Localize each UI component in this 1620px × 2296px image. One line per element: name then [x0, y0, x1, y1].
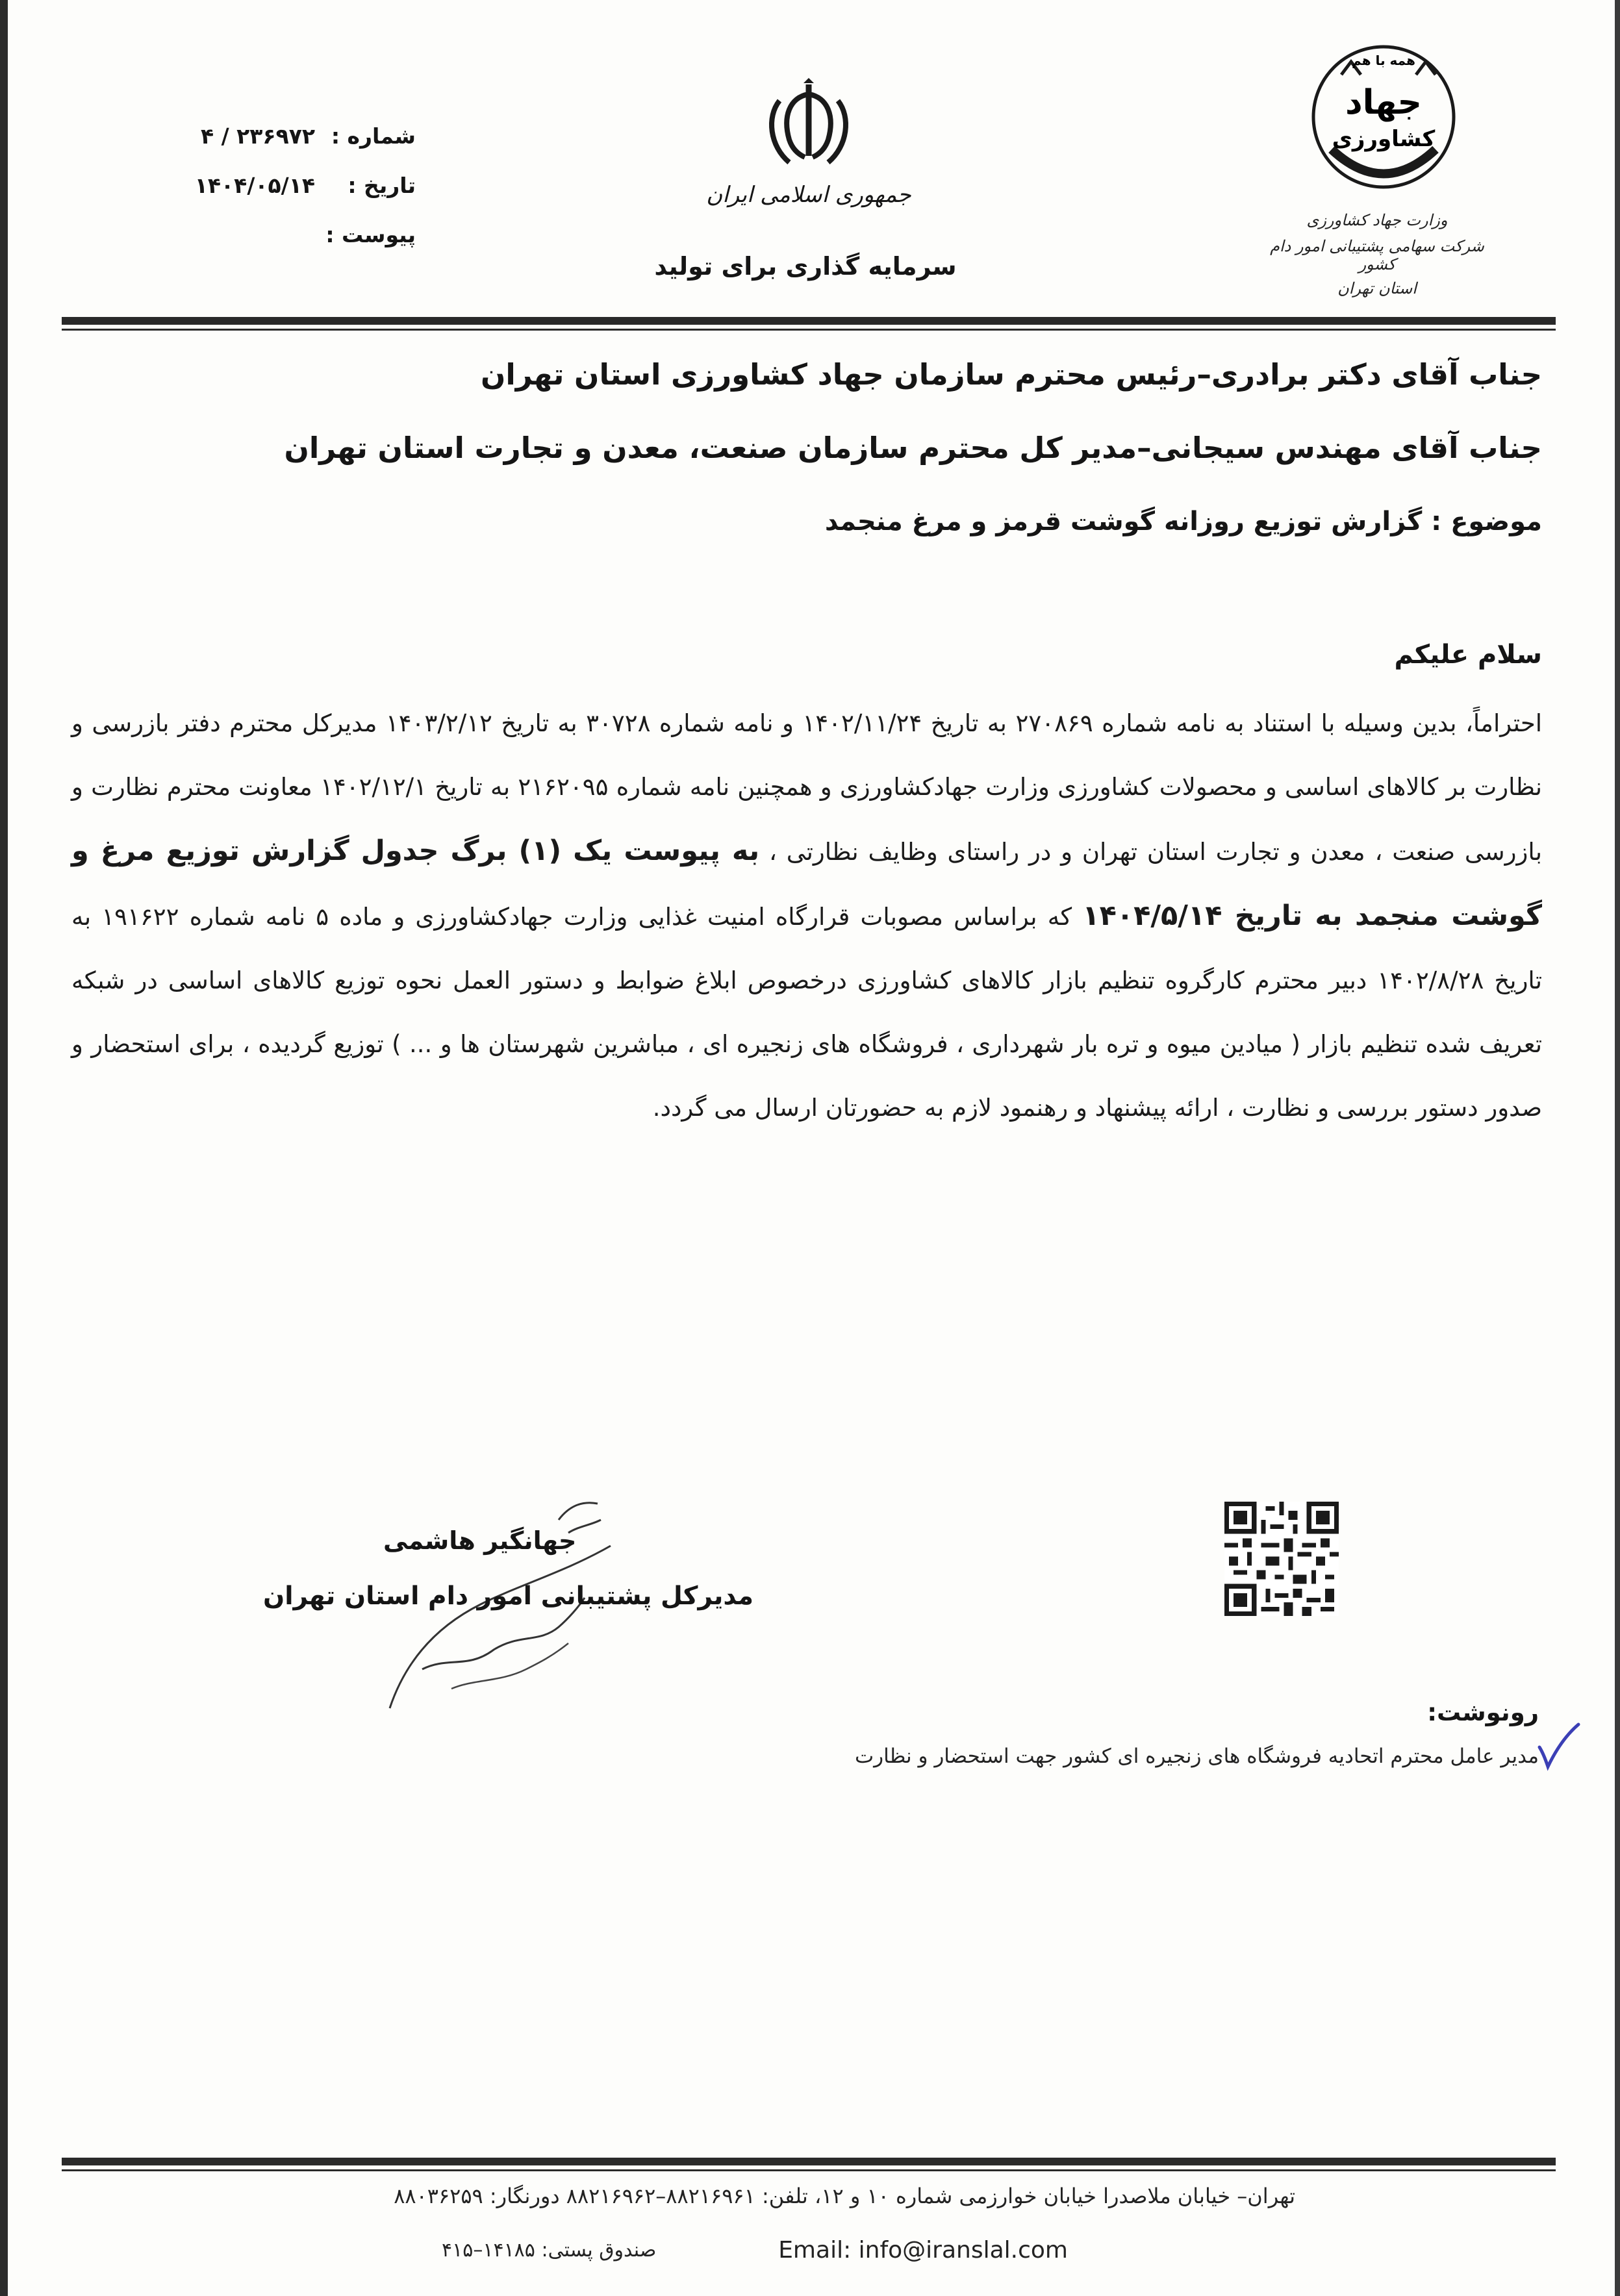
body-bold-attachment: به پیوست یک (۱) برگ جدول گزارش توزیع مرغ و گوشت منجمد به تاریخ ۱۴۰۴/۵/۱۴ — [71, 835, 1542, 932]
date-row — [143, 173, 416, 222]
number-label: شماره : — [331, 123, 416, 149]
ministry-line-2: شرکت سهامی پشتیبانی امور دام کشور — [1270, 237, 1484, 273]
footer-email: Email: info@iranslal.com — [778, 2237, 1068, 2264]
recipient-line-1: جناب آقای دکتر برادری–رئیس محترم سازمان جهاد کشاورزی استان تهران — [480, 357, 1542, 392]
greeting: سلام علیکم — [1394, 640, 1542, 670]
number-value: ۴ / ۲۳۶۹۷۲ — [200, 123, 315, 149]
ministry-ring-text: همه با هم — [1352, 53, 1415, 68]
attachment-row — [143, 222, 416, 271]
date-value: ۱۴۰۴/۰۵/۱۴ — [194, 173, 315, 198]
signer-name: جهانگیر هاشمی — [383, 1526, 577, 1555]
header-divider — [62, 317, 1556, 325]
letter-meta — [143, 123, 416, 271]
letter-body — [71, 692, 1542, 1140]
number-row — [143, 123, 416, 173]
country-name: جمهوری اسلامی ایران — [706, 182, 911, 208]
ministry-logo-block — [1270, 39, 1487, 312]
ministry-line-1: وزارت جهاد کشاورزی — [1306, 211, 1448, 229]
qr-code-icon — [1224, 1502, 1339, 1616]
scan-edge-right — [1615, 0, 1620, 2296]
ministry-logo-icon — [1306, 39, 1462, 195]
cc-label: رونوشت: — [1427, 1698, 1539, 1726]
footer-address: تهران– خیابان ملاصدرا خیابان خوارزمی شماره ۱۰ و ۱۲، تلفن: ۸۸۲۱۶۹۶۱–۸۸۲۱۶۹۶۲ دورنگار: ۸۸۰۳۶۲۵۹ — [394, 2184, 1295, 2208]
body-part-2: که براساس مصوبات قرارگاه امنیت غذایی وزارت جهادکشاورزی و ماده ۵ نامه شماره ۱۹۱۶۲۲ به تاریخ ۱۴۰۲/۸/۲۸ دبیر محترم کارگروه تنظیم بازار کالاهای کشاورزی درخصوص ابلاغ ضوابط و دستور العمل نحوه توزیع کالاهای اساسی در شبکه تعریف شده تنظیم بازار ( میادین میوه و تره بار شهرداری ، فروشگاه های زنجیره ای ، مباشرین شهرستان ها و ... ) توزیع گردیده ، برای استحضار و صدور دستور بررسی و نظارت ، ارائه پیشنهاد و رهنمود لازم به حضورتان ارسال می گردد. — [71, 903, 1543, 1122]
body-part-1: احتراماً، بدین وسیله با استناد به نامه شماره ۲۷۰۸۶۹ به تاریخ ۱۴۰۲/۱۱/۲۴ و نامه شماره ۳۰۷۲۸ به تاریخ ۱۴۰۳/۲/۱۲ مدیرکل محترم دفتر بازرسی و نظارت بر کالاهای اساسی و محصولات کشاورزی وزارت جهادکشاورزی و همچنین نامه شماره ۲۱۶۲۰۹۵ به تاریخ ۱۴۰۲/۱۲/۱ معاونت محترم نظارت و بازرسی صنعت ، معدن و تجارت استان تهران و در راستای وظایف نظارتی ، — [71, 709, 1543, 866]
footer-divider-thin — [62, 2169, 1556, 2171]
attachment-label: پیوست : — [325, 222, 416, 247]
date-label: تاریخ : — [348, 173, 416, 198]
footer-divider — [62, 2158, 1556, 2165]
footer-po-box: صندوق پستی: ۱۴۱۸۵–۴۱۵ — [442, 2239, 657, 2262]
signer-title: مدیرکل پشتیبانی امور دام استان تهران — [263, 1582, 754, 1611]
ministry-logo-word-1: جهاد — [1345, 83, 1423, 122]
ministry-line-3: استان تهران — [1337, 279, 1417, 297]
slogan: سرمایه گذاری برای تولید — [654, 252, 957, 281]
ministry-logo-word-2: کشاورزی — [1332, 126, 1436, 152]
subject-line: موضوع : گزارش توزیع روزانه گوشت قرمز و مرغ منجمد — [824, 507, 1542, 536]
header-divider-thin — [62, 329, 1556, 331]
iran-emblem-icon — [763, 78, 854, 175]
scan-edge-left — [0, 0, 8, 2296]
cc-item: مدیر عامل محترم اتحادیه فروشگاه های زنجیره ای کشور جهت استحضار و نظارت — [855, 1745, 1539, 1768]
checkmark-icon — [1536, 1721, 1582, 1773]
recipient-line-2: جناب آقای مهندس سیجانی–مدیر کل محترم سازمان صنعت، معدن و تجارت استان تهران — [284, 431, 1542, 465]
